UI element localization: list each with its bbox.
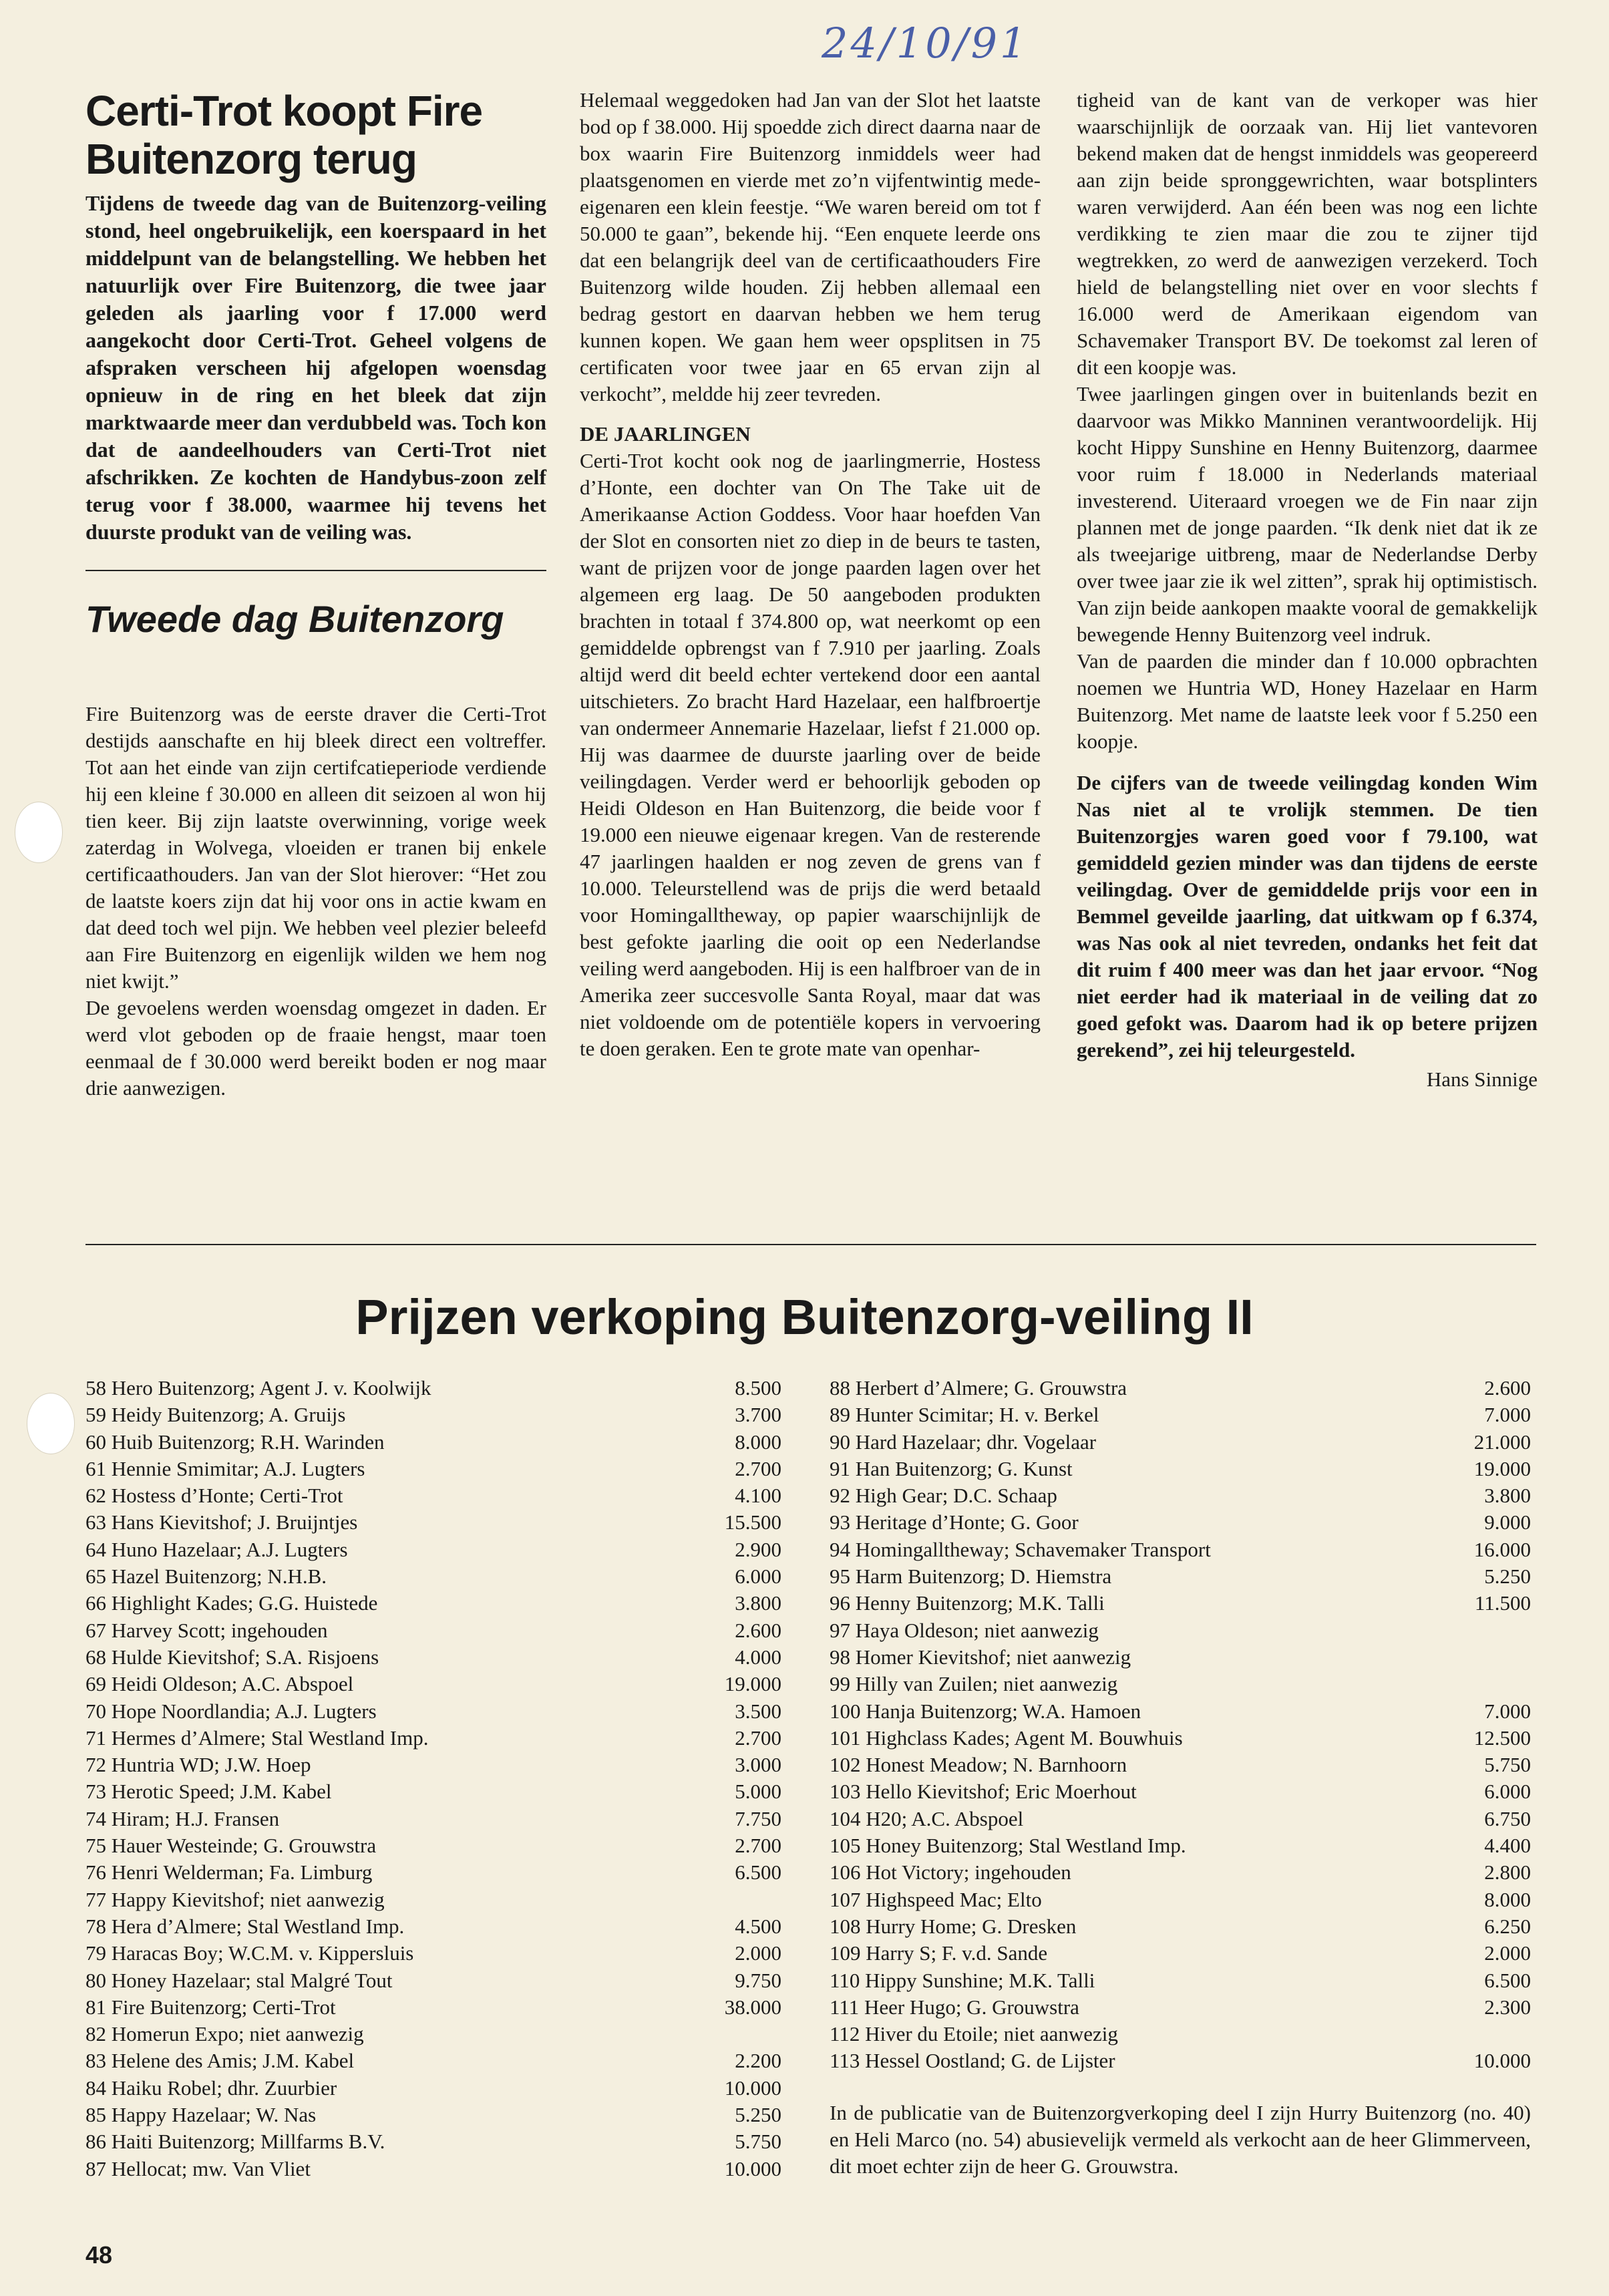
lot-price: 3.800 [1484,1484,1531,1508]
lot-entry: 105 Honey Buitenzorg; Stal Westland Imp. [830,1834,1186,1858]
lot-entry: 88 Herbert d’Almere; G. Grouwstra [830,1376,1127,1400]
lot-entry: 89 Hunter Scimitar; H. v. Berkel [830,1403,1099,1427]
article-paragraph: Fire Buitenzorg was de eerste draver die Certi-Trot destijds aanschafte en hij bleek direct een voltreffer. Tot aan het einde van zijn certifcatieperiode verdiende hij een kleine f 30.000 en alleen dit seizoen al won hij tien keer. Bij zijn laatste overwinning, vorige week zaterdag in Wolvega, vloeiden er tranen bij enkele certificaathouders. Jan van der Slot hierover: “Het zou de laatste koers zijn dat hij voor ons in actie kwam en dat deed toch wel pijn. We hebben veel plezier beleefd aan Fire Buitenzorg en eigenlijk wilden we hem nog niet kwijt.” [85,702,546,993]
lot-price: 7.000 [1484,1403,1531,1427]
lot-price: 5.000 [735,1780,781,1804]
lot-price: 2.000 [735,1941,781,1965]
lot-entry: 99 Hilly van Zuilen; niet aanwezig [830,1672,1118,1696]
lot-price: 10.000 [724,2076,781,2100]
lot-entry: 104 H20; A.C. Abspoel [830,1806,1024,1830]
price-row [85,1752,781,1778]
lot-price: 3.700 [735,1403,781,1427]
lot-entry: 112 Hiver du Etoile; niet aanwezig [830,2022,1118,2046]
lot-price: 3.000 [735,1753,781,1777]
lot-price: 6.000 [735,1565,781,1589]
lot-price: 2.300 [1484,1995,1531,2019]
price-row [85,1698,781,1725]
lot-entry: 80 Honey Hazelaar; stal Malgré Tout [85,1968,393,1992]
price-row [85,1375,781,1402]
lot-entry: 113 Hessel Oostland; G. de Lijster [830,2049,1115,2073]
lot-entry: 91 Han Buitenzorg; G. Kunst [830,1456,1073,1480]
article-lead: Tijdens de tweede dag van de Buitenzorg-veiling stond, heel ongebruikelijk, een koerspaard in het middelpunt van de belangstelling. We hebben het natuurlijk over Fire Buitenzorg, die twee jaar geleden als jaarling voor f 17.000 werd aangekocht door Certi-Trot. Geheel volgens de afspraken verscheen hij afgelopen woensdag opnieuw in de ring en het bleek dat zijn marktwaarde meer dan verdubbeld was. Toch kon dat de aandeelhouders van Certi-Trot niet afschrikken. Ze kochten de Handybus-zoon zelf terug voor f 38.000, waarmee hij tevens het duurste produkt van de veiling was. [85,191,546,544]
lot-entry: 70 Hope Noordlandia; A.J. Lugters [85,1699,377,1723]
lot-price: 6.500 [735,1860,781,1884]
lot-price: 6.250 [1484,1914,1531,1938]
lot-price: 12.500 [1473,1726,1531,1750]
lot-entry: 66 Highlight Kades; G.G. Huistede [85,1591,378,1615]
article-column-3 [1077,87,1538,1093]
price-row [85,2102,781,2128]
price-row [85,1671,781,1697]
lot-price: 2.700 [735,1834,781,1858]
lot-entry: 106 Hot Victory; ingehouden [830,1860,1071,1884]
lot-price: 2.600 [1484,1376,1531,1400]
article-paragraph: De gevoelens werden woensdag omgezet in daden. Er werd vlot geboden op de fraaie hengst, maar toen eenmaal de f 30.000 werd bereikt boden er nog maar drie aanwezigen. [85,996,546,1100]
price-row [85,1913,781,1940]
lot-price: 21.000 [1473,1430,1531,1454]
article-column-1 [85,87,546,1102]
author-byline: Hans Sinnige [1426,1068,1538,1091]
price-row [830,1617,1531,1644]
article-paragraph: Helemaal weggedoken had Jan van der Slot het laatste bod op f 38.000. Hij spoedde zich direct daarna naar de box waarin Fire Buitenzorg inmiddels weer had plaatsgenomen en vierde met zo’n vijfentwintig mede-eigenaren een klein feestje. “We waren bereid om tot f 50.000 te gaan”, bekende hij. “Een enquete leerde ons dat een belangrijk deel van de certificaathouders Fire Buitenzorg wilde houden. Zij hebben allemaal een bedrag gestort en daarvan hebben we hem terug kunnen kopen. We gaan hem weer opsplitsen in 75 certificaten voor twee jaar en 65 ervan zijn al verkocht”, meldde hij zeer tevreden. [580,88,1041,405]
article-paragraph: De cijfers van de tweede veilingdag konden Wim Nas niet al te vrolijk stemmen. De tien Buitenzorgjes waren goed voor f 79.100, wat gemiddeld gezien minder was dan tijdens de eerste veilingdag. Over de gemiddelde prijs voor een in Bemmel geveilde jaarling, dat uitkwam op f 6.374, was Nas ook al niet tevreden, ondanks het feit dat dit ruim f 400 meer was dan het jaar ervoor. “Nog niet eerder had ik materiaal in de veiling dat zo goed gefokt was. Daarom had ik op betere prijzen gerekend”, zei hij teleurgesteld. [1077,771,1538,1061]
price-row [85,1859,781,1886]
lot-entry: 103 Hello Kievitshof; Eric Moerhout [830,1780,1137,1804]
lot-entry: 86 Haiti Buitenzorg; Millfarms B.V. [85,2130,385,2154]
lot-price: 2.200 [735,2049,781,2073]
lot-entry: 85 Happy Hazelaar; W. Nas [85,2103,317,2127]
price-row [830,1482,1531,1509]
price-row [830,1967,1531,1994]
lot-entry: 97 Haya Oldeson; niet aanwezig [830,1618,1099,1642]
lot-entry: 110 Hippy Sunshine; M.K. Talli [830,1968,1095,1992]
price-row [830,1994,1531,2021]
lot-price: 4.500 [735,1914,781,1938]
lot-entry: 107 Highspeed Mac; Elto [830,1887,1042,1911]
price-row [830,1859,1531,1886]
lot-price: 2.800 [1484,1860,1531,1884]
lot-price: 5.750 [735,2130,781,2154]
lot-price: 6.000 [1484,1780,1531,1804]
price-row [85,2128,781,2155]
article-paragraph: Certi-Trot kocht ook nog de jaarlingmerrie, Hostess d’Honte, een dochter van On The Take uit de Amerikaanse Action Goddess. Voor haar hoefden Van der Slot en consorten niet zo diep in de beurs te tasten, want de prijzen voor de jonge paarden lagen over het algemeen erg laag. De 50 aangeboden produkten brachten in totaal f 374.800 op, wat neerkomt op een gemiddelde opbrengst van f 7.910 per jaarling. Zoals altijd werd dit beeld echter vertekend door een aantal uitschieters. Zo bracht Hard Hazelaar, een halfbroertje van ondermeer Annemarie Hazelaar, liefst f 21.000 op. Hij was daarmee de duurste jaarling over de beide veilingdagen. Verder werd er behoorlijk geboden op Heidi Oldeson en Han Buitenzorg, die beide voor f 19.000 een nieuwe eigenaar kregen. Van de resterende 47 jaarlingen haalden er nog zeven de grens van f 10.000. Teleurstellend was de prijs die werd betaald voor Homingalltheway, op papier waarschijnlijk de best gefokte jaarling die ooit op een Nederlandse veiling werd aangeboden. Hij is een halfbroer van de in Amerika zeer succesvolle Santa Royal, maar dat was niet voldoende om de potentiële kopers in vervoering te doen geraken. Een te grote mate van openhar- [580,449,1041,1060]
lot-price: 2.900 [735,1537,781,1561]
price-row [85,2156,781,2182]
price-row [85,1994,781,2021]
lot-entry: 83 Helene des Amis; J.M. Kabel [85,2049,355,2073]
lot-entry: 67 Harvey Scott; ingehouden [85,1618,328,1642]
lot-entry: 93 Heritage d’Honte; G. Goor [830,1510,1079,1534]
lot-entry: 76 Henri Welderman; Fa. Limburg [85,1860,373,1884]
price-row [830,1402,1531,1428]
lot-entry: 64 Huno Hazelaar; A.J. Lugters [85,1537,348,1561]
price-row [85,1832,781,1859]
price-row [85,1967,781,1994]
lot-price: 38.000 [724,1995,781,2019]
lot-entry: 61 Hennie Smimitar; A.J. Lugters [85,1456,365,1480]
price-row [85,1887,781,1913]
lot-entry: 96 Henny Buitenzorg; M.K. Talli [830,1591,1105,1615]
lot-price: 8.500 [735,1376,781,1400]
price-row [85,1482,781,1509]
price-row [830,2021,1531,2047]
lot-price: 6.500 [1484,1968,1531,1992]
lot-entry: 84 Haiku Robel; dhr. Zuurbier [85,2076,337,2100]
price-list-right [830,1375,1531,2075]
price-row [85,2021,781,2047]
page-number: 48 [85,2241,113,2269]
price-row [830,1644,1531,1671]
price-row [85,1509,781,1536]
lot-price: 8.000 [1484,1887,1531,1911]
lot-price: 10.000 [1473,2049,1531,2073]
price-row [830,1375,1531,1402]
price-row [85,1940,781,1967]
lot-price: 7.000 [1484,1699,1531,1723]
price-row [830,1536,1531,1563]
price-row [85,1590,781,1617]
article-headline: Certi-Trot koopt Fire Buitenzorg terug [85,87,483,183]
lot-price: 3.500 [735,1699,781,1723]
lot-price: 2.700 [735,1726,781,1750]
price-row [830,1429,1531,1456]
price-row [85,1617,781,1644]
lot-entry: 74 Hiram; H.J. Fransen [85,1806,280,1830]
lot-entry: 101 Highclass Kades; Agent M. Bouwhuis [830,1726,1183,1750]
price-row [830,1940,1531,1967]
lot-price: 2.700 [735,1456,781,1480]
lot-entry: 78 Hera d’Almere; Stal Westland Imp. [85,1914,405,1938]
lot-entry: 75 Hauer Westeinde; G. Grouwstra [85,1834,377,1858]
price-row [830,1832,1531,1859]
lot-price: 11.500 [1474,1591,1531,1615]
article-paragraph: tigheid van de kant van de verkoper was hier waarschijnlijk de oorzaak van. Hij liet vantevoren bekend maken dat de hengst inmiddels was geopereerd aan zijn beide spronggewrichten, waar botsplinters waren verwijderd. Aan één been was nog een lichte verdikking te zien maar die zou te zijner tijd wegtrekken, zo werd de aanwezigen verzekerd. Toch hield de belangstelling niet over en voor slechts f 16.000 werd de Amerikaan eigendom van Schavemaker Transport BV. De toekomst zal leren of dit een koopje was. [1077,88,1538,379]
price-row [85,1456,781,1482]
price-row [830,1887,1531,1913]
lot-price: 3.800 [735,1591,781,1615]
price-row [830,1725,1531,1752]
punch-hole [27,1393,75,1454]
price-list-left [85,1375,781,2182]
lot-entry: 79 Haracas Boy; W.C.M. v. Kippersluis [85,1941,414,1965]
lot-price: 6.750 [1484,1806,1531,1830]
lot-price: 15.500 [724,1510,781,1534]
price-row [85,1402,781,1428]
lot-price: 5.750 [1484,1753,1531,1777]
lot-price: 8.000 [735,1430,781,1454]
article-paragraph: Van de paarden die minder dan f 10.000 opbrachten noemen we Huntria WD, Honey Hazelaar en Harm Buitenzorg. Met name de laatste leek voor f 5.250 een koopje. [1077,649,1538,753]
lot-entry: 102 Honest Meadow; N. Barnhoorn [830,1753,1127,1777]
lot-entry: 98 Homer Kievitshof; niet aanwezig [830,1645,1131,1669]
article-paragraph: Twee jaarlingen gingen over in buitenlands bezit en daarvoor was Mikko Manninen verantwoordelijk. Hij kocht Hippy Sunshine en Henny Buitenzorg, daarmee voor ruim f 18.000 in Nederlands materiaal investerend. Uiteraard vroegen we de Fin naar zijn plannen met de jonge paarden. “Ik denk niet dat ik ze als tweejarige uitbreng, maar de Nederlandse Derby over twee jaar zie ik wel zitten”, sprak hij optimistisch. Van zijn beide aankopen maakte vooral de gemakkelijk bewegende Henny Buitenzorg veel indruk. [1077,382,1538,646]
lot-entry: 71 Hermes d’Almere; Stal Westland Imp. [85,1726,429,1750]
lot-price: 7.750 [735,1806,781,1830]
price-row [85,1806,781,1832]
lot-price: 4.100 [735,1484,781,1508]
lot-entry: 59 Heidy Buitenzorg; A. Gruijs [85,1403,346,1427]
lot-entry: 100 Hanja Buitenzorg; W.A. Hamoen [830,1699,1141,1723]
handwritten-date: 24/10/91 [822,19,1029,67]
lot-entry: 109 Harry S; F. v.d. Sande [830,1941,1048,1965]
price-row [85,2075,781,2102]
lot-price: 19.000 [724,1672,781,1696]
lot-entry: 69 Heidi Oldeson; A.C. Abspoel [85,1672,354,1696]
lot-entry: 62 Hostess d’Honte; Certi-Trot [85,1484,343,1508]
lot-entry: 82 Homerun Expo; niet aanwezig [85,2022,364,2046]
price-row [85,1778,781,1805]
lot-price: 5.250 [1484,1565,1531,1589]
lot-entry: 81 Fire Buitenzorg; Certi-Trot [85,1995,336,2019]
price-row [85,1644,781,1671]
price-row [85,1536,781,1563]
lot-price: 4.000 [735,1645,781,1669]
lot-price: 10.000 [724,2156,781,2180]
lot-price: 19.000 [1473,1456,1531,1480]
price-row [830,1698,1531,1725]
lot-entry: 73 Herotic Speed; J.M. Kabel [85,1780,332,1804]
divider [85,570,546,571]
price-row [830,1509,1531,1536]
price-row [85,2047,781,2074]
lot-entry: 111 Heer Hugo; G. Grouwstra [830,1995,1079,2019]
lot-entry: 72 Huntria WD; J.W. Hoep [85,1753,311,1777]
price-row [830,1752,1531,1778]
price-row [830,2047,1531,2074]
price-row [830,1778,1531,1805]
correction-note: In de publicatie van de Buitenzorgverkoping deel I zijn Hurry Buitenzorg (no. 40) en Heli Marco (no. 54) abusievelijk vermeld als verkocht aan de heer Glimmerveen, dit moet echter zijn de heer G. Grouwstra. [830,2101,1531,2178]
lot-entry: 92 High Gear; D.C. Schaap [830,1484,1057,1508]
divider [85,1244,1536,1245]
lot-price: 9.000 [1484,1510,1531,1534]
lot-entry: 58 Hero Buitenzorg; Agent J. v. Koolwijk [85,1376,431,1400]
lot-entry: 65 Hazel Buitenzorg; N.H.B. [85,1565,327,1589]
punch-hole [15,802,63,863]
lot-price: 5.250 [735,2103,781,2127]
section-heading: DE JAARLINGEN [580,422,751,446]
lot-entry: 77 Happy Kievitshof; niet aanwezig [85,1887,385,1911]
lot-entry: 90 Hard Hazelaar; dhr. Vogelaar [830,1430,1097,1454]
lot-entry: 108 Hurry Home; G. Dresken [830,1914,1077,1938]
lot-entry: 68 Hulde Kievitshof; S.A. Risjoens [85,1645,379,1669]
price-row [830,1806,1531,1832]
prices-title: Prijzen verkoping Buitenzorg-veiling II [355,1289,1254,1345]
price-row [830,1563,1531,1590]
lot-price: 2.600 [735,1618,781,1642]
price-row [830,1671,1531,1697]
price-row [85,1725,781,1752]
lot-price: 2.000 [1484,1941,1531,1965]
lot-entry: 60 Huib Buitenzorg; R.H. Warinden [85,1430,385,1454]
lot-price: 4.400 [1484,1834,1531,1858]
price-row [830,1913,1531,1940]
lot-entry: 87 Hellocat; mw. Van Vliet [85,2156,311,2180]
article-subhead: Tweede dag Buitenzorg [85,598,504,640]
price-row [830,1456,1531,1482]
price-row [85,1429,781,1456]
price-row [830,1590,1531,1617]
price-row [85,1563,781,1590]
lot-price: 9.750 [735,1968,781,1992]
lot-entry: 95 Harm Buitenzorg; D. Hiemstra [830,1565,1112,1589]
lot-price: 16.000 [1473,1537,1531,1561]
lot-entry: 94 Homingalltheway; Schavemaker Transport [830,1537,1211,1561]
lot-entry: 63 Hans Kievitshof; J. Bruijntjes [85,1510,358,1534]
article-column-2 [580,87,1041,1062]
